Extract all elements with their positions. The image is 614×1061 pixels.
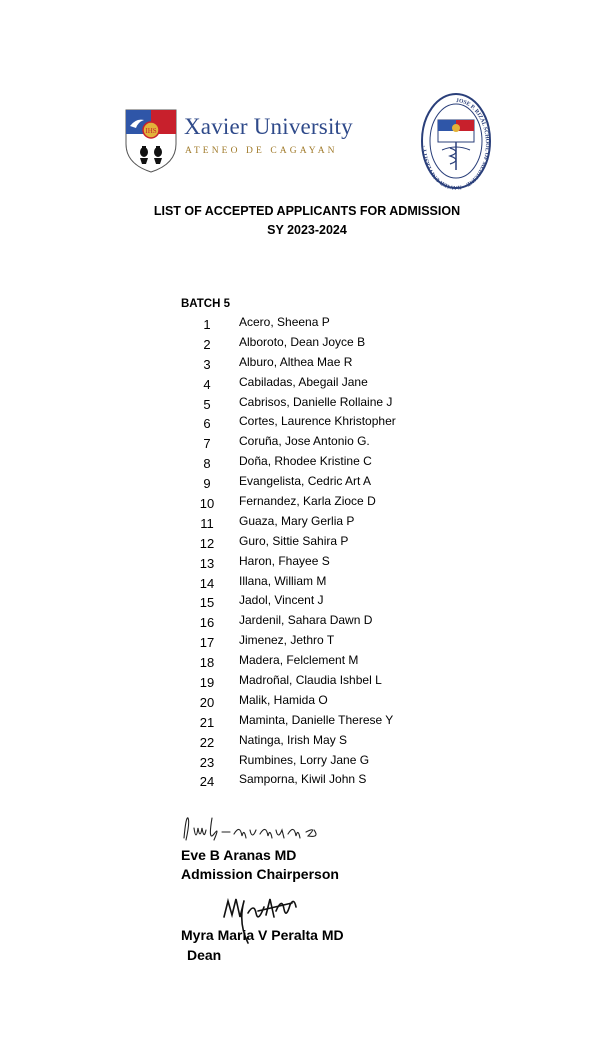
applicant-number: 1 [203, 317, 211, 332]
applicant-number: 17 [199, 635, 215, 651]
title-line-1: LIST OF ACCEPTED APPLICANTS FOR ADMISSION [153, 204, 461, 218]
document-title [0, 202, 614, 240]
applicant-number: 5 [203, 396, 211, 412]
list-item [0, 672, 614, 692]
applicant-number: 10 [199, 496, 215, 512]
applicant-number: 20 [199, 694, 215, 710]
xavier-university-logo [124, 108, 364, 178]
list-item [0, 334, 614, 354]
batch-label: BATCH 5 [181, 298, 230, 310]
applicant-name: Jadol, Vincent J [239, 593, 324, 608]
list-item [0, 632, 614, 652]
applicant-number: 8 [203, 456, 211, 472]
applicant-name: Madroñal, Claudia Ishbel L [239, 673, 382, 688]
list-item [0, 732, 614, 752]
dean-title: Dean [187, 947, 222, 963]
applicant-name: Cortes, Laurence Khristopher [239, 414, 396, 429]
applicant-number: 6 [203, 416, 211, 432]
list-item [0, 612, 614, 632]
list-item [0, 453, 614, 473]
applicant-name: Guro, Sittie Sahira P [239, 533, 349, 548]
list-item [0, 413, 614, 433]
applicant-name: Rumbines, Lorry Jane G [239, 752, 370, 767]
applicant-number: 3 [203, 356, 211, 372]
chairperson-name: Eve B Aranas MD [181, 847, 297, 863]
applicant-number: 21 [199, 714, 215, 730]
applicant-name: Acero, Sheena P [239, 315, 330, 329]
applicant-name: Madera, Felclement M [239, 653, 359, 668]
applicant-name: Malik, Hamida O [239, 692, 328, 707]
applicant-number: 23 [199, 754, 215, 770]
list-item [0, 513, 614, 533]
list-item [0, 652, 614, 672]
applicant-name: Guaza, Mary Gerlia P [239, 513, 355, 528]
applicant-number: 16 [199, 615, 215, 631]
list-item [0, 592, 614, 612]
applicant-name: Jardenil, Sahara Dawn D [239, 613, 373, 628]
applicant-name: Haron, Fhayee S [239, 553, 330, 568]
seal-text: JOSE P. RIZAL SCHOOL OF MEDICINE · XAVIER UNIVERSITY · [421, 97, 490, 190]
list-item [0, 533, 614, 553]
list-item [0, 771, 614, 791]
university-subtitle: ATENEO DE CAGAYAN [185, 146, 338, 156]
university-name: Xavier University [184, 114, 353, 139]
list-item [0, 692, 614, 712]
applicant-number: 7 [203, 436, 211, 452]
applicant-number: 18 [199, 655, 215, 671]
list-item [0, 314, 614, 334]
list-item [0, 573, 614, 593]
title-line-2: SY 2023-2024 [267, 223, 347, 237]
applicant-number: 19 [199, 675, 215, 691]
applicant-number: 9 [203, 476, 211, 492]
applicant-list [0, 314, 614, 791]
applicant-name: Coruña, Jose Antonio G. [239, 434, 370, 449]
applicant-name: Fernandez, Karla Zioce D [239, 494, 376, 509]
list-item [0, 553, 614, 573]
applicant-name: Evangelista, Cedric Art A [239, 474, 372, 489]
applicant-number: 15 [199, 595, 215, 611]
applicant-name: Natinga, Irish May S [239, 732, 348, 747]
applicant-name: Cabiladas, Abegail Jane [239, 374, 368, 389]
university-crest-icon [124, 108, 178, 174]
chairperson-block [181, 846, 339, 884]
list-item [0, 374, 614, 394]
dean-name: Myra Maria V Peralta MD [181, 927, 344, 943]
applicant-name: Alburo, Althea Mae R [239, 354, 353, 369]
applicant-name: Cabrisos, Danielle Rollaine J [239, 394, 393, 409]
applicant-name: Maminta, Danielle Therese Y [239, 712, 394, 727]
applicant-number: 13 [199, 555, 215, 571]
applicant-name: Doña, Rhodee Kristine C [239, 454, 372, 469]
list-item [0, 433, 614, 453]
applicant-name: Jimenez, Jethro T [239, 633, 335, 648]
applicant-number: 14 [199, 575, 215, 591]
dean-block [181, 925, 344, 965]
chairperson-title: Admission Chairperson [181, 866, 339, 882]
svg-text:IHS: IHS [145, 127, 157, 135]
applicant-name: Samporna, Kiwil John S [239, 772, 367, 787]
applicant-number: 11 [200, 515, 214, 531]
chairperson-signature [178, 812, 328, 848]
applicant-number: 4 [203, 376, 211, 392]
list-item [0, 493, 614, 513]
list-item [0, 473, 614, 493]
applicant-number: 2 [203, 336, 211, 352]
applicant-name: Illana, William M [239, 573, 327, 588]
applicant-number: 22 [199, 734, 215, 750]
school-of-medicine-seal-icon [420, 92, 492, 190]
applicant-number: 24 [199, 774, 215, 790]
list-item [0, 354, 614, 374]
applicant-number: 12 [199, 535, 215, 551]
list-item [0, 712, 614, 732]
applicant-name: Alboroto, Dean Joyce B [239, 334, 366, 349]
list-item [0, 752, 614, 772]
list-item [0, 394, 614, 414]
